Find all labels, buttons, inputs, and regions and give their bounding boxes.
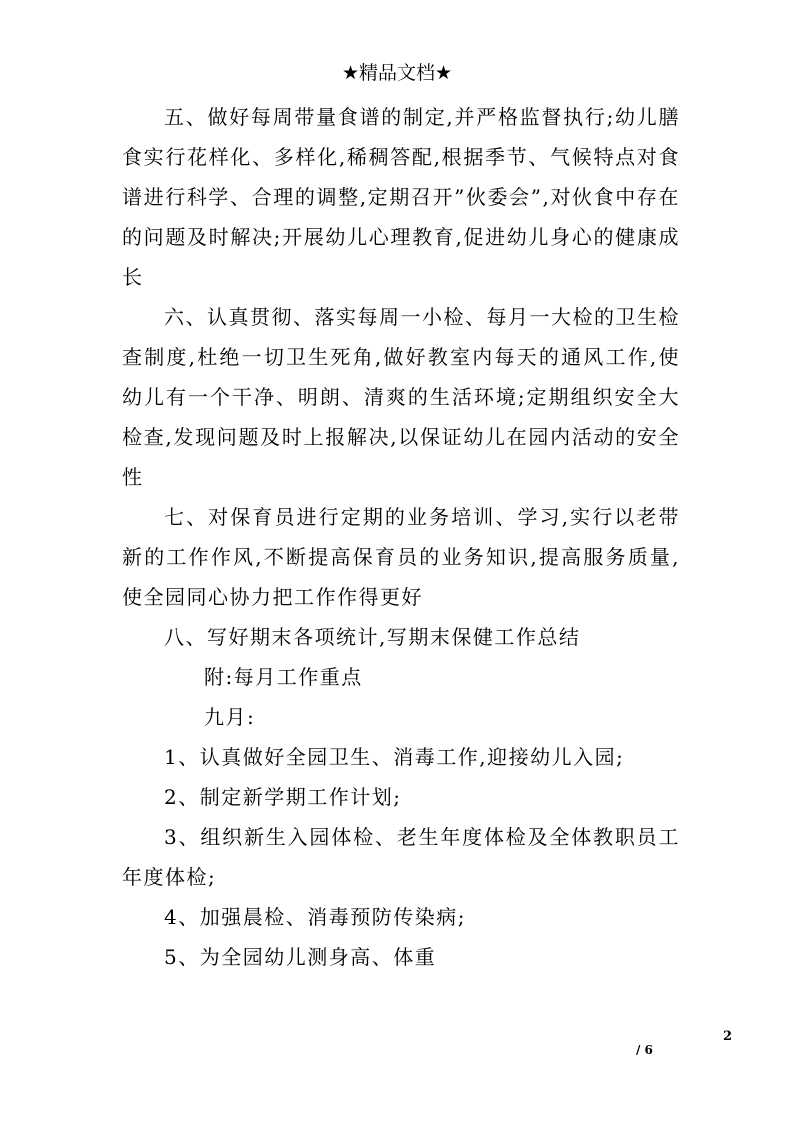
document-header: ★精品文档★ bbox=[341, 62, 453, 84]
page-total: / 6 bbox=[636, 1043, 653, 1057]
list-item: 2、制定新学期工作计划; bbox=[164, 785, 402, 809]
month-title: 九月: bbox=[204, 705, 256, 729]
list-item: 4、加强晨检、消毒预防传染病; bbox=[164, 905, 466, 929]
page-number: 2 bbox=[723, 1029, 733, 1044]
paragraph-five: 五、做好每周带量食谱的制定,并严格监督执行;幼儿膳食实行花样化、多样化,稀稠答配,根据季节、气候特点对食谱进行科学、合理的调整,定期召开”伙委会”,对伙食中存在的问题及时解决;开展幼儿心理教育,促进幼儿身心的健康成长 bbox=[122, 105, 680, 289]
list-item: 5、为全园幼儿测身高、体重 bbox=[164, 945, 437, 969]
paragraph-eight: 八、写好期末各项统计,写期末保健工作总结 bbox=[164, 625, 581, 649]
paragraph-seven: 七、对保育员进行定期的业务培训、学习,实行以老带新的工作作风,不断提高保育员的业务知识,提高服务质量,使全园同心协力把工作作得更好 bbox=[122, 505, 680, 609]
paragraph-six: 六、认真贯彻、落实每周一小检、每月一大检的卫生检查制度,杜绝一切卫生死角,做好教室内每天的通风工作,使幼儿有一个干净、明朗、清爽的生活环境;定期组织安全大检查,发现问题及时上报解决,以保证幼儿在园内活动的安全性 bbox=[122, 305, 680, 489]
document-body bbox=[122, 97, 680, 977]
list-item: 3、组织新生入园体检、老生年度体检及全体教职员工年度体检; bbox=[122, 825, 680, 889]
appendix-title: 附:每月工作重点 bbox=[204, 665, 363, 689]
list-item: 1、认真做好全园卫生、消毒工作,迎接幼儿入园; bbox=[164, 745, 625, 769]
